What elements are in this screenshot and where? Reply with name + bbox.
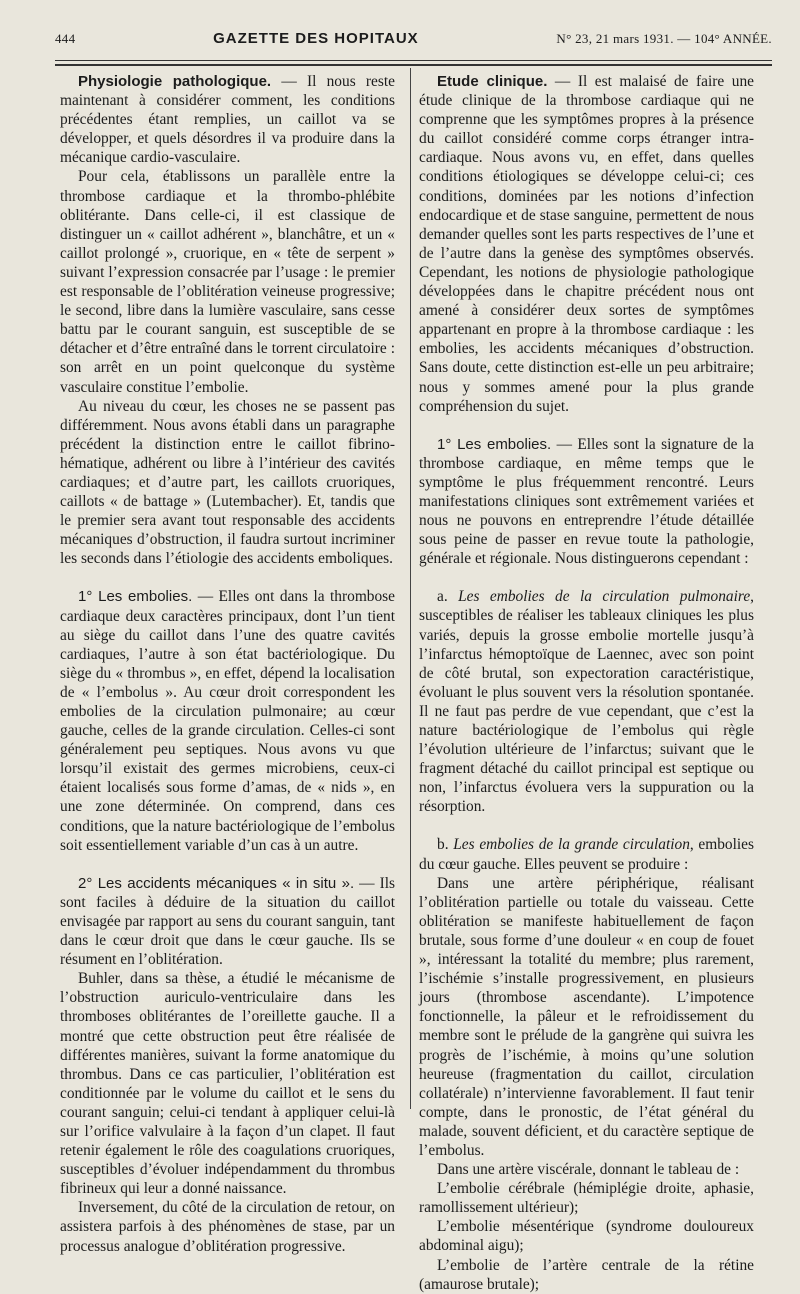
header-rule-thick (55, 64, 772, 66)
paragraph: L’embolie de l’artère centrale de la rétine (amaurose brutale); (419, 1256, 754, 1293)
paragraph (60, 874, 395, 969)
paragraph (60, 72, 395, 167)
section-heading: 1° Les embolies. (437, 435, 552, 453)
paragraph-text: — Il nous reste maintenant à considérer comment, les conditions précédentes étant remplies, un caillot va se développer, et quels désordres il va produire dans la mécanique cardio-vasculaire. (60, 73, 395, 167)
section-heading: 1° Les embolies. (78, 588, 193, 606)
list-label: b. (437, 836, 454, 854)
page-number: 444 (55, 31, 76, 46)
right-column (419, 72, 754, 1294)
paragraph-text: — Elles ont dans la thrombose cardiaque deux caractères principaux, dont l’un tient au siège du caillot dans l’une des quatre cavités cardiaques, l’autre à son état bactériologique. Du siège du « thrombus », en effet, dépend la localisation de « l’embolus ». Au cœur droit correspondent les embolies de la circulation pulmonaire; au cœur gauche, celles de la grande circulation. Celles-ci sont généralement peu septiques. Nous avons vu que lorsqu’il existait des germes microbiens, ceux-ci étaient localisés sous forme d’amas, de « nids », en une zone déterminée. On comprend, dans ces conditions, que la nature bactériologique de l’embolus soit essentiellement variable d’un cas à un autre. (60, 588, 395, 854)
italic-heading: Les embolies de la grande circulation (453, 836, 690, 854)
paragraph: Dans une artère périphérique, réalisant l’oblitération partielle ou totale du vaisseau. Cette oblitération se manifeste habituellement de façon brutale, sous forme d’une douleur « en coup de fouet », intéressant la totalité du membre; plus rarement, l’ischémie s’installe progressivement, en plusieurs jours (thrombose ascendante). L’impotence fonctionnelle, la pâleur et le refroidissement du membre sont le prélude de la gangrène qui suivra les progrès de l’ischémie, à moins qu’une solution heureuse (fragmentation du caillot, circulation collatérale) n’intervienne favorablement. Il faut tenir compte, dans le pronostic, de l’état général du malade, souvent déficient, et du caractère septique de l’embolus. (419, 874, 754, 1159)
paragraph-text: — Elles sont la signature de la thrombose cardiaque, en même temps que le symptôme le plus fréquemment rencontré. Leurs manifestations cliniques sont extrêmement variées et nous ne pouvons en entreprendre l’étude détaillée sous peine de passer en revue toute la pathologie, générale et régionale. Nous distinguerons cependant : (419, 435, 754, 568)
section-heading: Etude clinique. (437, 73, 548, 90)
paragraph-text: , susceptibles de réaliser les tableaux cliniques les plus variés, depuis la grosse embolie mortelle jusqu’à l’infarctus hémoptoïque de Laennec, avec son point de côté brutal, son expectoration caractéristique, évoluant le plus souvent vers la résolution spontanée. Il ne faut pas perdre de vue cependant, que c’est la nature bactériologique de l’embolus qui règle l’évolution ultérieure de l’infarctus; suivant que le fragment détaché du caillot principal est septique ou non, l’infarctus évoluera vers la suppuration ou la résorption. (419, 588, 755, 816)
paragraph-text: — Ils sont faciles à déduire de la situation du caillot envisagée par rapport au sens du courant sanguin, tant dans le cœur droit que dans le cœur gauche. Ils se résument en l’oblitération. (60, 874, 395, 969)
page-header (55, 30, 772, 52)
paragraph-text: , embolies du cœur gauche. Elles peuvent se produire : (419, 836, 754, 873)
header-rule (55, 60, 772, 61)
paragraph (419, 587, 754, 816)
left-column (60, 72, 395, 1256)
issue-info: N° 23, 21 mars 1931. — 104° ANNÉE. (556, 31, 772, 46)
paragraph (419, 835, 754, 873)
paragraph (60, 587, 395, 854)
paragraph (419, 72, 754, 416)
paragraph: Buhler, dans sa thèse, a étudié le mécanisme de l’obstruction auriculo-ventriculaire dans les thromboses oblitérantes de l’oreillette gauche. Il a montré que cette obstruction peut être réalisée de différentes manières, suivant la forme anatomique du thrombus. Dans ce cas particulier, l’oblitération est conditionnée par le volume du caillot et le sens du courant sanguin; celui-ci tendant à appliquer celui-là sur l’orifice valvulaire à la façon d’un clapet. Il faut retenir également le rôle des coagulations cruoriques, susceptibles d’évoluer indépendamment du thrombus fibrineux qui leur a donné naissance. (60, 970, 395, 1198)
paragraph: Pour cela, établissons un parallèle entre la thrombose cardiaque et la thrombo-phlébite oblitérante. Dans celle-ci, il est classique de distinguer un « caillot adhérent », blanchâtre, et un « caillot prolongé », cruorique, en « tête de serpent » suivant l’expression consacrée par l’usage : le premier est responsable de l’oblitération veineuse progressive; le second, libre dans la lumière vasculaire, sans cesse battu par le courant sanguin, est susceptible de se détacher et d’être entraîné dans le torrent circulatoire : son arrêt en un point quelconque du système vasculaire constitue l’embolie. (60, 168, 395, 396)
paragraph (419, 435, 754, 569)
paragraph: Inversement, du côté de la circulation de retour, on assistera parfois à des phénomènes de stase, par un processus analogue d’oblitération progressive. (60, 1199, 395, 1255)
paragraph-text: — Il est malaisé de faire une étude clinique de la thrombose cardiaque qui ne comprenne que les symptômes propres à la présence du caillot considéré comme corps étranger intra-cardiaque. Nous avons vu, en effet, dans quelles conditions étiologiques se développe celui-ci; ces conditions, dominées par les notions d’infection endocardique et de stase sanguine, permettent de nous demander quelles sont les parts respectives de l’une et de l’autre dans la genèse des symptômes observés. Cependant, les notions de physiologie pathologique développées dans le chapitre précédent nous ont amené à considérer deux sortes de symptômes appartenant en propre à la thrombose cardiaque : les embolies, les accidents mécaniques d’obstruction. Sans doute, cette distinction est-elle un peu arbitraire; nous y sommes amené pour la plus grande compréhension du sujet. (419, 73, 754, 415)
paragraph: Dans une artère viscérale, donnant le tableau de : (437, 1161, 740, 1179)
section-heading: 2° Les accidents mécaniques « in situ ». (78, 874, 355, 892)
column-divider (410, 68, 411, 1109)
paragraph: L’embolie mésentérique (syndrome douloureux abdominal aigu); (419, 1218, 754, 1255)
section-heading: Physiologie pathologique. (78, 73, 272, 90)
paragraph: Au niveau du cœur, les choses ne se passent pas différemment. Nous avons établi dans un paragraphe précédent la distinction entre le caillot fibrino-hématique, adhérent ou libre à l’intérieur des cavités cardiaques; et d’autre part, les caillots cruoriques, caillots « de battage » (Lutembacher). Et, tandis que le premier sera avant tout responsable des accidents mécaniques d’obstruction, il faudra surtout incriminer les seconds dans l’étiologie des accidents emboliques. (60, 397, 395, 568)
list-label: a. (437, 588, 459, 606)
journal-title: GAZETTE DES HOPITAUX (213, 30, 419, 47)
paragraph: L’embolie cérébrale (hémiplégie droite, aphasie, ramollissement ultérieur); (419, 1180, 754, 1217)
italic-heading: Les embolies de la circulation pulmonaire (458, 588, 751, 606)
